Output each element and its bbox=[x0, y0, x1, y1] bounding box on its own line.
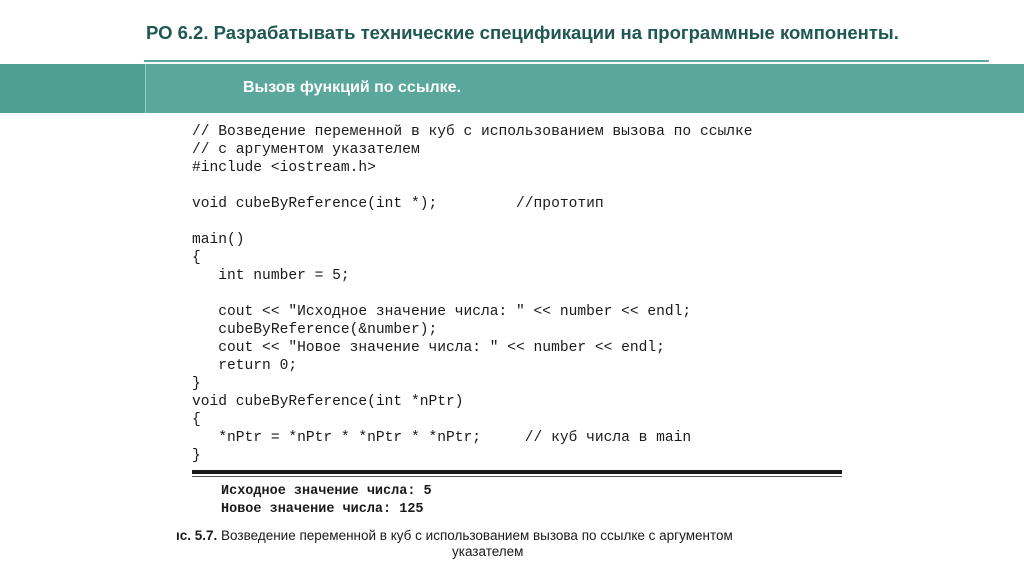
code-line: // с аргументом указателем bbox=[192, 142, 420, 158]
figure-caption-line1: Возведение переменной в куб с использованием вызова по ссылке с аргументом bbox=[217, 528, 733, 543]
section-banner-text: Вызов функций по ссылке. bbox=[243, 79, 461, 96]
program-output bbox=[221, 483, 432, 519]
output-divider-thick bbox=[192, 470, 842, 474]
code-line: cout << "Новое значение числа: " << number << endl; bbox=[192, 340, 665, 356]
code-line: void cubeByReference(int *nPtr) bbox=[192, 394, 464, 410]
code-line bbox=[192, 177, 753, 195]
code-line: cout << "Исходное значение числа: " << number << endl; bbox=[192, 304, 692, 320]
code-line: return 0; bbox=[192, 358, 298, 374]
code-line: cubeByReference(&number); bbox=[192, 322, 438, 338]
slide-title: РО 6.2. Разрабатывать технические спецификации на программные компоненты. bbox=[146, 22, 899, 43]
code-line: { bbox=[192, 412, 201, 428]
code-line bbox=[192, 213, 753, 231]
code-line bbox=[192, 285, 753, 303]
code-line: *nPtr = *nPtr * *nPtr * *nPtr; // куб числа в main bbox=[192, 430, 692, 446]
section-banner bbox=[0, 64, 1024, 113]
code-line: } bbox=[192, 376, 201, 392]
figure-caption bbox=[176, 528, 836, 560]
code-line: main() bbox=[192, 232, 245, 248]
output-line: Исходное значение числа: 5 bbox=[221, 484, 432, 499]
code-line: #include <iostream.h> bbox=[192, 160, 376, 176]
code-line: int number = 5; bbox=[192, 268, 350, 284]
figure-caption-line2: указателем bbox=[452, 544, 524, 559]
code-line: void cubeByReference(int *); //прототип bbox=[192, 196, 604, 212]
figure-number: ıс. 5.7. bbox=[176, 528, 218, 543]
output-divider-thin bbox=[192, 476, 842, 477]
code-listing bbox=[192, 123, 753, 465]
output-line: Новое значение числа: 125 bbox=[221, 502, 424, 517]
title-underline bbox=[144, 60, 989, 62]
code-line: } bbox=[192, 448, 201, 464]
code-line: { bbox=[192, 250, 201, 266]
code-line: // Возведение переменной в куб с использованием вызова по ссылке bbox=[192, 124, 753, 140]
